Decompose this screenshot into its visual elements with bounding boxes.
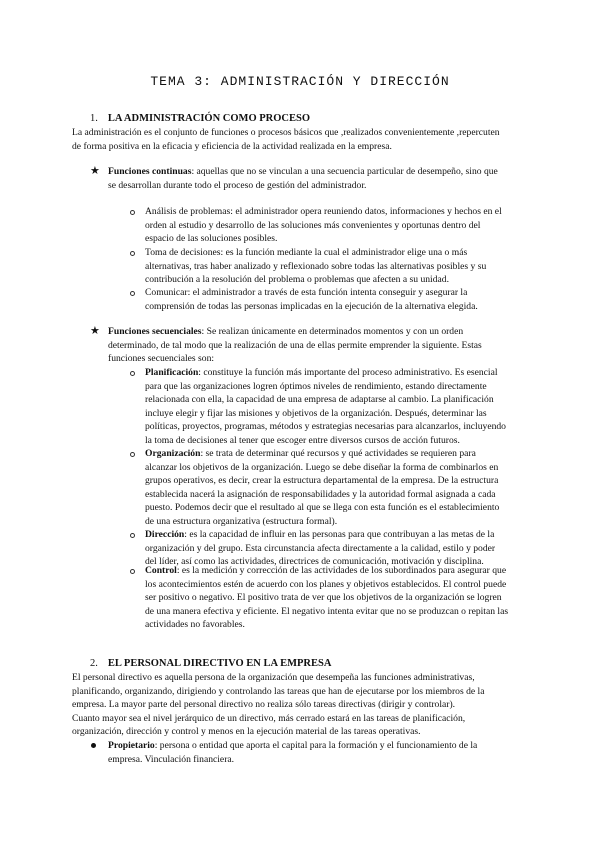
section-2-heading [90, 658, 331, 669]
star-bullet-icon: ★ [90, 325, 100, 337]
section-1-intro: La administración es el conjunto de funciones o procesos básicos que ,realizados convenientemente ,repercuten de forma positiva en la eficacia y eficiencia de la actividad realizada en la empresa. [72, 127, 500, 152]
circle-bullet-icon [130, 251, 135, 256]
section-2-number: 2. [90, 658, 98, 669]
list-item-analisis: Análisis de problemas: el administrador opera reuniendo datos, informaciones y hechos en el orden al estudio y desarrollo de las soluciones más convenientes y oportunas dentro del espacio de las soluciones posibles. [145, 206, 502, 245]
list-item-comunicar: Comunicar: el administrador a través de esta función intenta conseguir y asegurar la comprensión de todas las personas implicadas en la ejecución de la alternativa elegida. [145, 287, 478, 312]
star-bullet-icon: ★ [90, 165, 100, 177]
list-item-toma-decisiones: Toma de decisiones: es la función mediante la cual el administrador elige una o más alternativas, tras haber analizado y reflexionado sobre todas las alternativas posibles y su contribución a la resolución del problema o problemas que afecten a su unidad. [145, 247, 487, 286]
list-item-control: Control: es la medición y corrección de las actividades de los subordinados para asegurar que los acontecimientos estén de acuerdo con los planes y objetivos establecidos. El control puede ser positivo o negativo. El positivo trata de ver que los objetivos de la organización se logren de una manera efectiva y eficiente. El negativo intenta evitar que no se produzcan o repitan las actividades no favorables. [145, 565, 509, 631]
funciones-secuenciales: Funciones secuenciales: Se realizan únicamente en determinados momentos y con un orden determinado, de tal modo que la realización de una de ellas permite emprender la siguiente. Estas funciones secuenciales son: [108, 326, 482, 365]
circle-bullet-icon [130, 371, 135, 376]
circle-bullet-icon [130, 533, 135, 538]
circle-bullet-icon [130, 569, 135, 574]
disc-bullet-icon [91, 743, 96, 748]
list-item-planificacion: Planificación: constituye la función más importante del proceso administrativo. Es esencial para que las organizaciones logren óptimos niveles de rendimiento, estando directamente relacionada con ella, la capacidad de una empresa de adaptarse al cambio. La planificación incluye elegir y fijar las misiones y objetivos de la organización. Después, determinar las políticas, proyectos, programas, métodos y estrategias necesarias para alcanzarlos, incluyendo la toma de decisiones al tener que escoger entre diversos cursos de acción futuros. [145, 367, 506, 446]
funciones-continuas: Funciones continuas: aquellas que no se vinculan a una secuencia particular de desempeño, sino que se desarrollan durante todo el proceso de gestión del administrador. [108, 166, 498, 191]
circle-bullet-icon [130, 452, 135, 457]
page-title: TEMA 3: ADMINISTRACIÓN Y DIRECCIÓN [150, 74, 450, 89]
list-item-organizacion: Organización: se trata de determinar qué recursos y qué actividades se requieren para alcanzar los objetivos de la organización. Luego se debe diseñar la forma de combinarlos en grupos operativos, es decir, crear la estructura departamental de la empresa. De la estructura establecida nacerá la asignación de responsabilidades y la autoridad formal asignada a cada puesto. Podemos decir que el resultado al que se llega con esta función es el establecimiento de una estructura organizativa (estructura formal). [145, 448, 500, 527]
section-1-heading [90, 113, 310, 124]
list-item-propietario: Propietario: persona o entidad que aporta el capital para la formación y el funcionamiento de la empresa. Vinculación financiera. [108, 740, 478, 765]
circle-bullet-icon [130, 210, 135, 215]
circle-bullet-icon [130, 291, 135, 296]
list-item-direccion: Dirección: es la capacidad de influir en las personas para que contribuyan a las metas de la organización y del grupo. Esta circunstancia afecta directamente a la calidad, estilo y poder del líder, así como las actividades, directrices de comunicación, motivación y disciplina. [145, 529, 496, 568]
section-2-title: EL PERSONAL DIRECTIVO EN LA EMPRESA [107, 658, 332, 669]
section-1-title: LA ADMINISTRACIÓN COMO PROCESO [107, 113, 311, 124]
section-2-intro: El personal directivo es aquella persona de la organización que desempeña las funciones administrativas, planificando, organizando, dirigiendo y controlando las tareas que han de ejecutarse por los miembros de la empresa. La mayor parte del personal directivo no realiza sólo tareas directivas (dirigir y controlar). Cuanto mayor sea el nivel jerárquico de un directivo, más cerrado estará en las tareas de planificación, organización, dirección y control y menos en la ejecución material de las tareas operativas. [72, 672, 485, 738]
section-1-number: 1. [90, 113, 98, 124]
